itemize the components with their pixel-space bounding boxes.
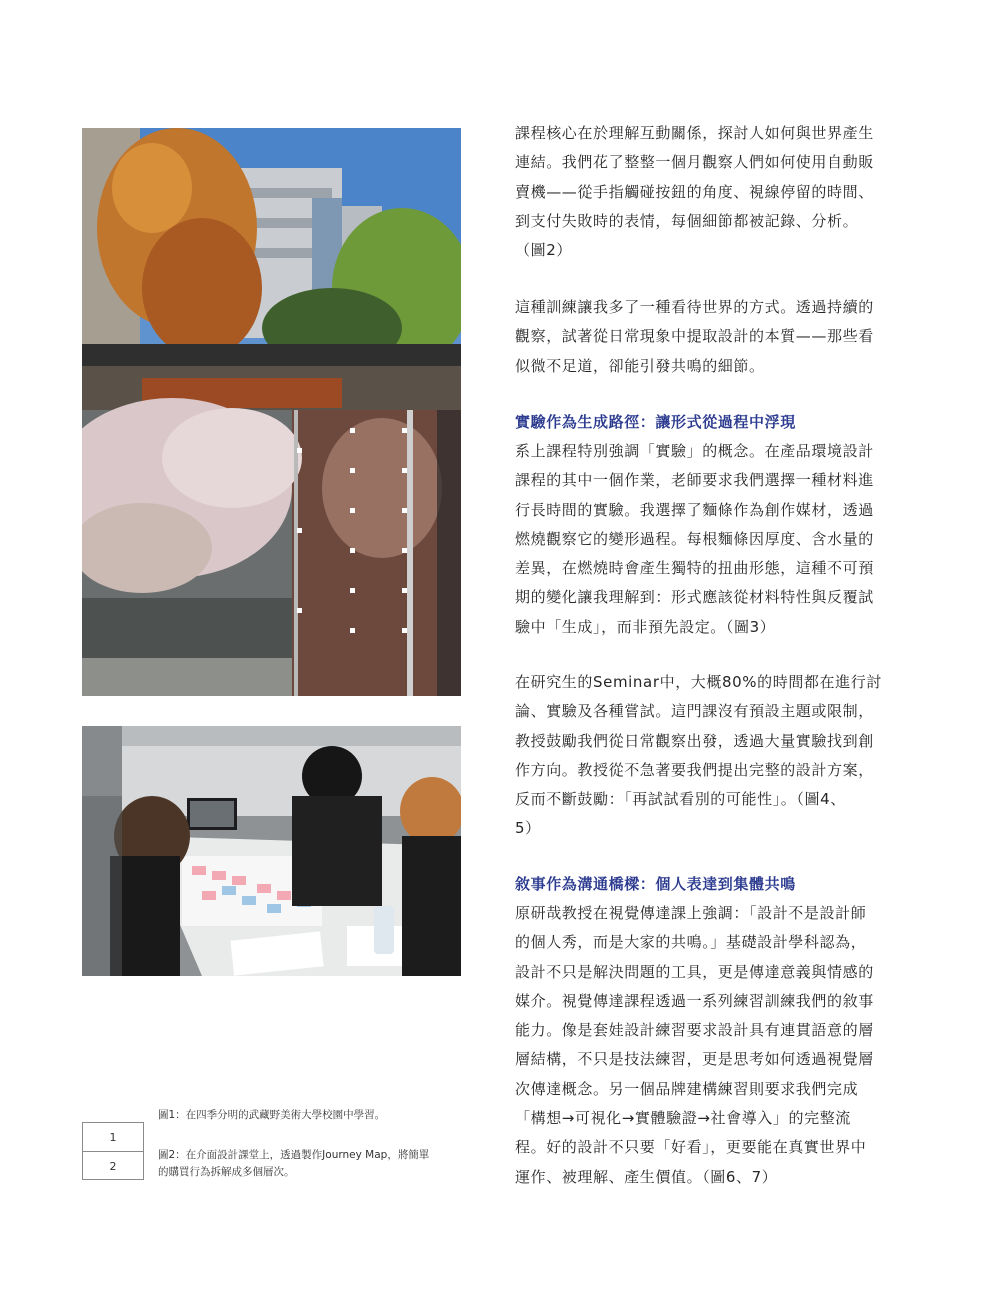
figure-caption-2: 圖2：在介面設計課堂上，透過製作Journey Map，將簡單 的購買行為拆解成多個層次。 [158, 1149, 430, 1178]
caption-index-1: 1 [83, 1123, 143, 1152]
paragraph-experiment: 系上課程特別強調「實驗」的概念。在產品環境設計 課程的其中一個作業，老師要求我們選擇一種材料進 行長時間的實驗。我選擇了麵條作為創作媒材，透過 燃燒觀察它的變形過程。每根麵條因厚度、含水量的 差異，在燃燒時會產生獨特的扭曲形態，這種不可預 期的變化讓我理解到：形式應該從材料特性與反覆試 驗中「生成」，而非預先設定。（圖3） [515, 442, 874, 636]
section-heading-narrative: 敘事作為溝通橋樑：個人表達到集體共鳴 [515, 875, 796, 893]
paragraph-seminar: 在研究生的Seminar中，大概80%的時間都在進行討 論、實驗及各種嘗試。這門課沒有預設主題或限制， 教授鼓勵我們從日常觀察出發，透過大量實驗找到創 作方向。教授從不急著要我們提出完整的設計方案， 反而不斷鼓勵：「再試試看別的可能性」。（圖4、 5） [515, 673, 882, 838]
figure-caption-1: 圖1：在四季分明的武藏野美術大學校園中學習。 [158, 1109, 386, 1121]
paragraph-visual-communication: 原研哉教授在視覺傳達課上強調：「設計不是設計師 的個人秀，而是大家的共鳴。」基礎設計學科認為， 設計不只是解決問題的工具，更是傳達意義與情感的 媒介。視覺傳達課程透過一系列練習訓練我們的敘事 能力。像是套娃設計練習要求設計具有連貫語意的層 層結構，不只是技法練習，更是思考如何透過視覺層 次傳達概念。另一個品牌建構練習則要求我們完成 「構想→可視化→實體驗證→社會導入」的完整流 程。好的設計不只要「好看」，更要能在真實世界中 運作、被理解、產生價值。（圖6、7） [515, 904, 874, 1186]
section-heading-experiment: 實驗作為生成路徑：讓形式從過程中浮現 [515, 413, 796, 431]
caption-figure-index [82, 1122, 144, 1180]
classroom-photo [82, 726, 461, 976]
caption-index-2: 2 [109, 1159, 117, 1173]
paragraph-observation: 這種訓練讓我多了一種看待世界的方式。透過持續的 觀察，試著從日常現象中提取設計的本質——那些看 似微不足道，卻能引發共鳴的細節。 [515, 298, 874, 375]
paragraph-interaction-course: 課程核心在於理解互動關係，探討人如何與世界產生 連結。我們花了整整一個月觀察人們如何使用自動販 賣機——從手指觸碰按鈕的角度、視線停留的時間、 到支付失敗時的表情，每個細節都被記錄、分析。 （圖2） [515, 124, 874, 260]
campus-photo [82, 128, 461, 696]
